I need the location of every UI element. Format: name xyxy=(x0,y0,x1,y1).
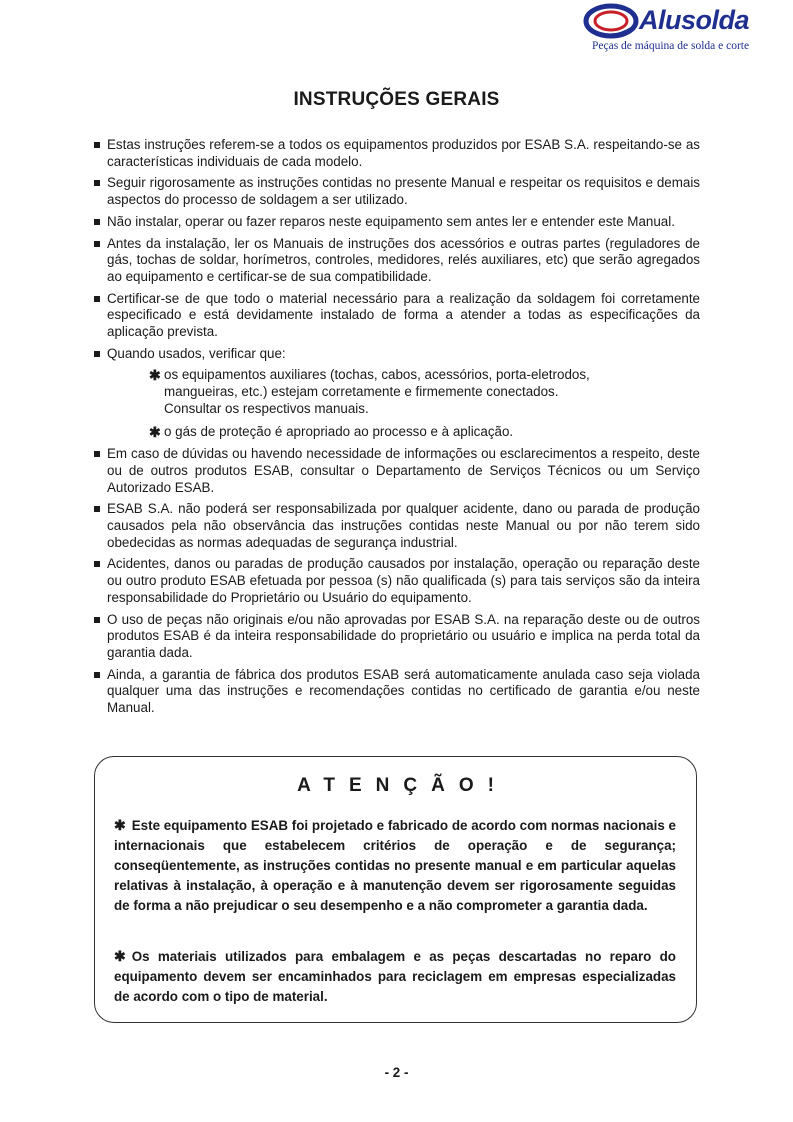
asterisk-icon: ✱ xyxy=(114,948,126,964)
square-bullet-icon xyxy=(94,241,100,247)
list-item: Em caso de dúvidas ou havendo necessidade de informações ou esclarecimentos a respeito, deste ou de outros produtos ESAB, consultar o Departamento de Serviços Técnicos ou um Serviço Autorizado ESAB. xyxy=(92,446,700,496)
page-number: - 2 - xyxy=(384,1065,409,1080)
list-item: O uso de peças não originais e/ou não aprovadas por ESAB S.A. na reparação deste ou de outros produtos ESAB é da inteira responsabilidade do proprietário ou usuário e implica na perda total da garantia dada. xyxy=(92,612,700,662)
square-bullet-icon xyxy=(94,506,100,512)
square-bullet-icon xyxy=(94,617,100,623)
square-bullet-icon xyxy=(94,351,100,357)
list-item: Certificar-se de que todo o material necessário para a realização da soldagem foi corretamente especificado e está devidamente instalado de forma a atender a todas as especificações da aplicação prevista. xyxy=(92,291,700,341)
brand-tagline: Peças de máquina de solda e corte xyxy=(592,40,750,52)
page-title: INSTRUÇÕES GERAIS xyxy=(293,89,500,110)
list-item: Estas instruções referem-se a todos os equipamentos produzidos por ESAB S.A. respeitando-se as características individuais de cada modelo. xyxy=(92,137,700,170)
list-item: Não instalar, operar ou fazer reparos neste equipamento sem antes ler e entender este Manual. xyxy=(92,214,700,231)
notice-paragraph: ✱ Os materiais utilizados para embalagem e as peças descartadas no reparo do equipamento devem ser encaminhados para reciclagem em empresas especializadas de acordo com o tipo de material. xyxy=(114,948,676,1004)
brand-logo xyxy=(583,2,783,54)
square-bullet-icon xyxy=(94,451,100,457)
list-item: Ainda, a garantia de fábrica dos produtos ESAB será automaticamente anulada caso seja violada qualquer uma das instruções e recomendações contidas no certificado de garantia e/ou neste Manual. xyxy=(92,667,700,717)
square-bullet-icon xyxy=(94,219,100,225)
brand-emblem-icon xyxy=(583,2,643,42)
square-bullet-icon xyxy=(94,180,100,186)
sub-list-item: ✱ os equipamentos auxiliares (tochas, cabos, acessórios, porta-eletrodos, mangueiras, etc.) estejam corretamente e firmemente conectados. Consultar os respectivos manuais. xyxy=(149,367,590,416)
sub-list xyxy=(149,367,700,440)
list-item: Quando usados, verificar que: ✱ os equipamentos auxiliares (tochas, cabos, acessórios, porta-eletrodos, mangueiras, etc.) estejam corretamente e firmemente conectados. Consultar os respectivos manuais. ✱ o gás de proteção é apropriado ao processo e à aplicação. xyxy=(92,346,700,441)
brand-name: Alusolda xyxy=(639,5,750,35)
list-item: Antes da instalação, ler os Manuais de instruções dos acessórios e outras partes (reguladores de gás, tochas de soldar, horímetros, controles, medidores, relés auxiliares, etc) que serão agregados ao equipamento e certificar-se de sua compatibilidade. xyxy=(92,236,700,286)
notice-paragraph: ✱ Este equipamento ESAB foi projetado e fabricado de acordo com normas nacionais e internacionais que estabelecem critérios de operação e de segurança; conseqüentemente, as instruções contidas no presente manual e em particular aquelas relativas à instalação, à operação e à manutenção devem ser rigorosamente seguidas de forma a não prejudicar o seu desempenho e a não comprometer a garantia dada. xyxy=(114,817,676,913)
square-bullet-icon xyxy=(94,672,100,678)
sub-list-item: ✱ o gás de proteção é apropriado ao processo e à aplicação. xyxy=(149,423,514,440)
list-item: ESAB S.A. não poderá ser responsabilizada por qualquer acidente, dano ou parada de produção causados pela não observância das instruções contidas neste Manual ou por não terem sido obedecidas as normas adequadas de segurança industrial. xyxy=(92,501,700,551)
asterisk-icon: ✱ xyxy=(149,367,161,384)
asterisk-icon: ✱ xyxy=(149,423,161,440)
list-item: Seguir rigorosamente as instruções contidas no presente Manual e respeitar os requisitos e demais aspectos do processo de soldagem a ser utilizado. xyxy=(92,175,700,208)
instruction-list xyxy=(92,137,700,722)
notice-title: ATENÇÃO! xyxy=(297,775,508,796)
square-bullet-icon xyxy=(94,296,100,302)
list-item: Acidentes, danos ou paradas de produção causados por instalação, operação ou reparação deste ou outro produto ESAB efetuada por pessoa (s) não qualificada (s) para tais serviços são da inteira responsabilidade do Proprietário ou Usuário do equipamento. xyxy=(92,556,700,606)
square-bullet-icon xyxy=(94,142,100,148)
asterisk-icon: ✱ xyxy=(114,817,126,833)
square-bullet-icon xyxy=(94,561,100,567)
